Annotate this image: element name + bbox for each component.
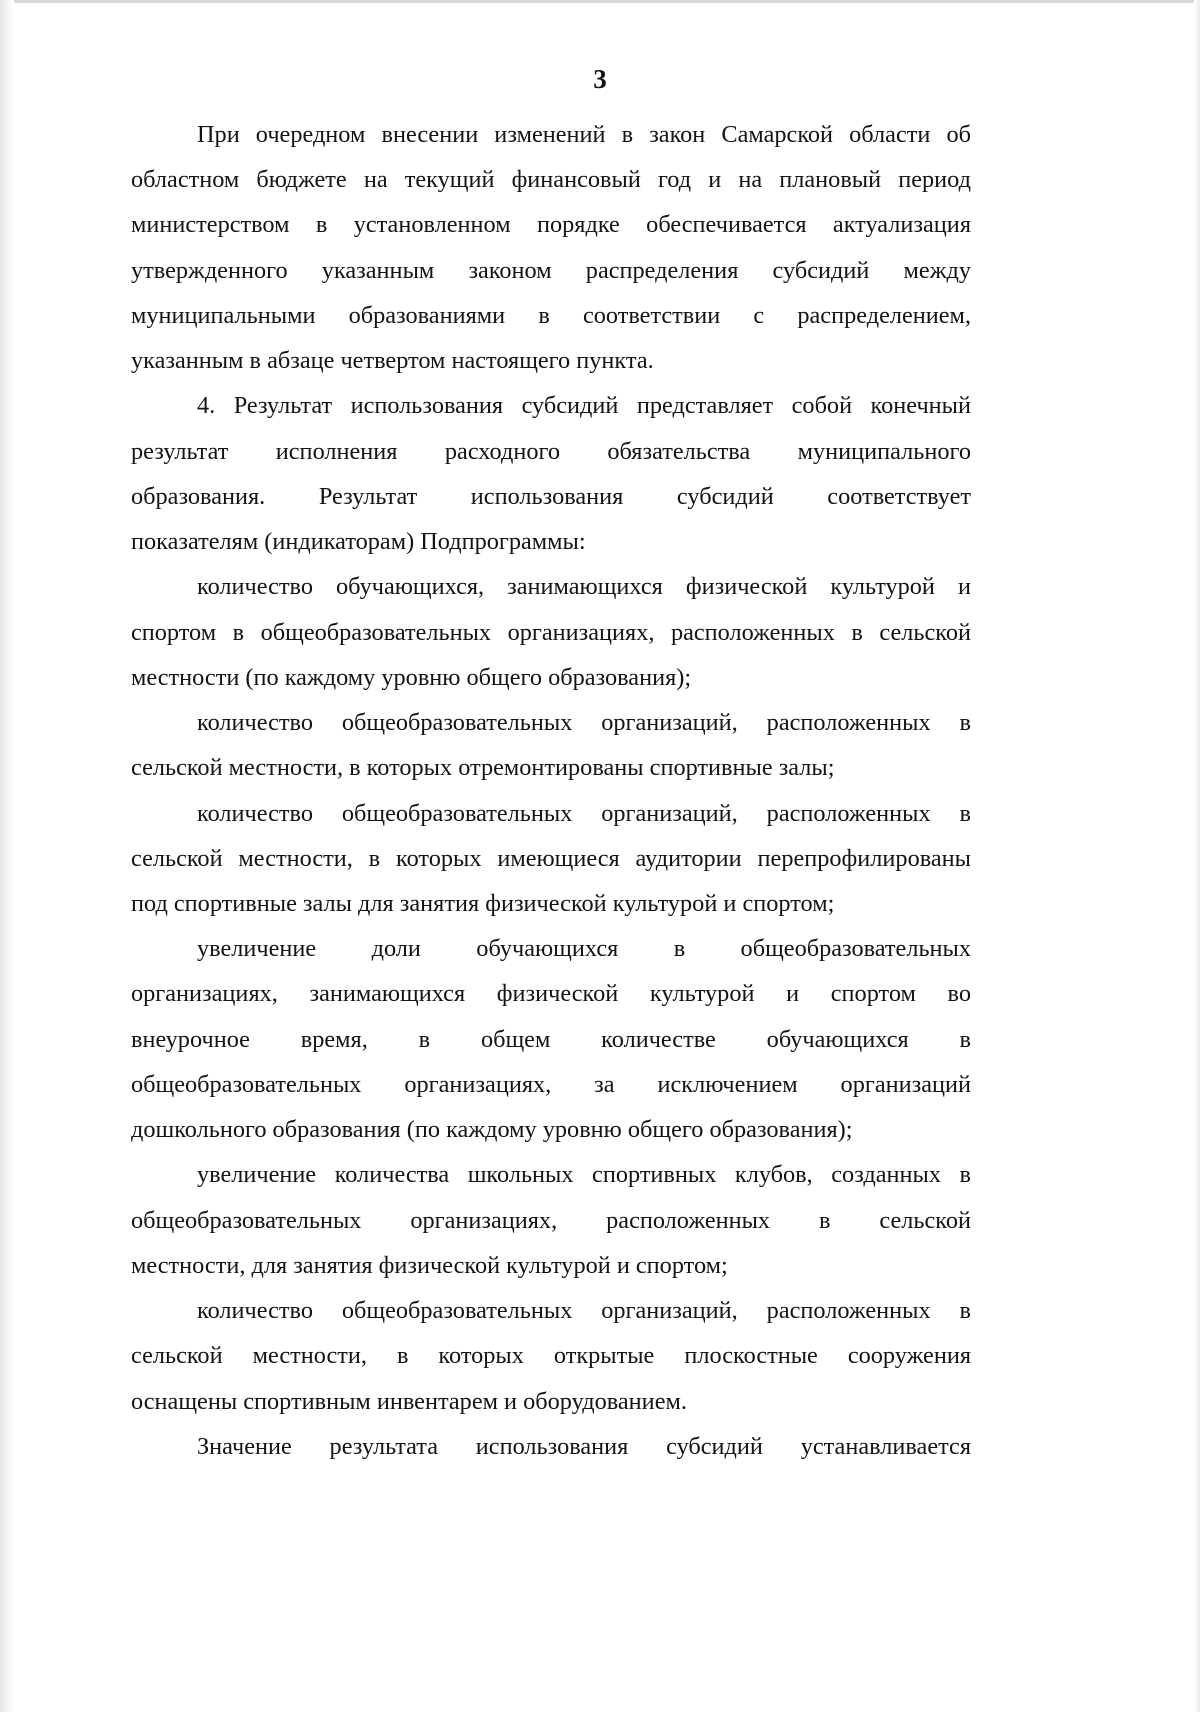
text-line: утвержденного указанным законом распределения субсидий между: [131, 256, 971, 284]
page-number: 3: [593, 64, 607, 94]
text-line: количество общеобразовательных организаций, расположенных в: [197, 709, 971, 737]
paragraph: [131, 791, 971, 927]
scan-edge-top: [0, 0, 1200, 3]
scan-edge-left: [0, 0, 14, 1712]
paragraph: [131, 1288, 971, 1424]
text-line: результат исполнения расходного обязательства муниципального: [131, 437, 971, 465]
text-line: дошкольного образования (по каждому уровню общего образования);: [131, 1116, 853, 1144]
paragraph: [131, 1152, 971, 1288]
text-line: показателям (индикаторам) Подпрограммы:: [131, 528, 586, 556]
text-line: Значение результата использования субсидий устанавливается: [197, 1432, 971, 1460]
text-line: внеурочное время, в общем количестве обучающихся в: [131, 1025, 971, 1053]
text-line: под спортивные залы для занятия физической культурой и спортом;: [131, 889, 835, 917]
text-line: общеобразовательных организациях, расположенных в сельской: [131, 1206, 971, 1234]
paragraph: [131, 564, 971, 700]
paragraph: [131, 112, 971, 383]
text-line: увеличение доли обучающихся в общеобразовательных: [197, 935, 971, 963]
paragraph: [131, 1424, 971, 1469]
text-line: организациях, занимающихся физической культурой и спортом во: [131, 980, 971, 1008]
text-line: 4. Результат использования субсидий представляет собой конечный: [197, 392, 971, 420]
text-line: спортом в общеобразовательных организациях, расположенных в сельской: [131, 618, 971, 646]
text-line: местности, для занятия физической культурой и спортом;: [131, 1251, 728, 1279]
text-line: количество обучающихся, занимающихся физической культурой и: [197, 573, 971, 601]
text-line: При очередном внесении изменений в закон Самарской области об: [197, 121, 971, 148]
document-body: [131, 112, 971, 1469]
text-line: областном бюджете на текущий финансовый год и на плановый период: [131, 166, 971, 194]
text-line: сельской местности, в которых имеющиеся аудитории перепрофилированы: [131, 844, 971, 872]
text-line: образования. Результат использования субсидий соответствует: [131, 482, 971, 510]
paragraph: [131, 700, 971, 790]
paragraph: [131, 926, 971, 1152]
text-line: общеобразовательных организациях, за исключением организаций: [131, 1070, 971, 1098]
text-line: количество общеобразовательных организаций, расположенных в: [197, 799, 971, 827]
scan-edge-right: [1194, 0, 1200, 1712]
text-line: местности (по каждому уровню общего образования);: [131, 663, 692, 691]
text-line: указанным в абзаце четвертом настоящего пункта.: [131, 347, 654, 375]
paragraph: [131, 383, 971, 564]
text-line: увеличение количества школьных спортивных клубов, созданных в: [197, 1161, 971, 1189]
text-line: количество общеобразовательных организаций, расположенных в: [197, 1297, 971, 1325]
text-line: министерством в установленном порядке обеспечивается актуализация: [131, 211, 971, 239]
text-line: сельской местности, в которых открытые плоскостные сооружения: [131, 1342, 971, 1370]
text-line: оснащены спортивным инвентарем и оборудованием.: [131, 1387, 687, 1415]
text-line: сельской местности, в которых отремонтированы спортивные залы;: [131, 754, 835, 782]
text-line: муниципальными образованиями в соответствии с распределением,: [131, 301, 971, 329]
